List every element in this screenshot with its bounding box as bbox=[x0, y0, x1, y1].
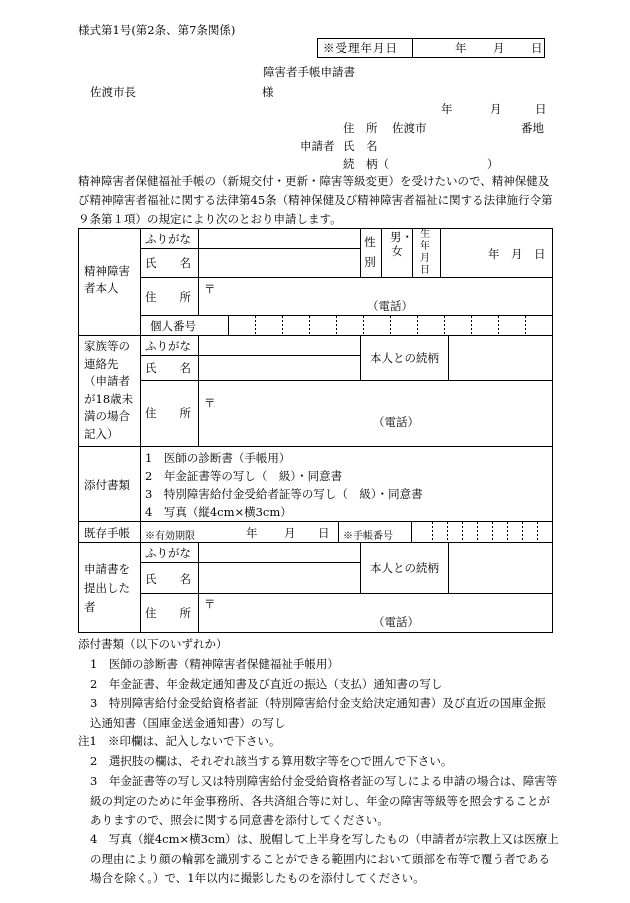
family-phone-label: （電話） bbox=[373, 415, 419, 429]
date-day: 日 bbox=[535, 102, 547, 116]
note-item: 4 写真（縦4cm×横3cm）は、脱帽して上半身を写したもの（申請者が宗教上又は医療上の理由により顔の輪郭を識別することができる範囲内において頭部を布等で覆う者である場合を除く。）で、1年以内に撮影したものを添付してください。 bbox=[90, 832, 559, 885]
existing-section-label: 既存手帳 bbox=[84, 526, 130, 540]
existing-day: 日 bbox=[318, 526, 330, 540]
existing-year: 年 bbox=[246, 526, 258, 540]
receipt-date-label: ※受理年月日 bbox=[318, 39, 413, 57]
applicant-label: 申請者 bbox=[300, 139, 335, 153]
submitter-furigana-label: ふりがな bbox=[145, 546, 191, 560]
attachments-note-heading: 添付書類（以下のいずれか） bbox=[78, 637, 228, 651]
person-section-label: 精神障害者本人 bbox=[84, 264, 130, 295]
person-postal-mark: 〒 bbox=[204, 282, 216, 296]
family-postal-mark: 〒 bbox=[204, 396, 216, 410]
person-furigana-label: ふりがな bbox=[145, 232, 191, 246]
page-title: 障害者手帳申請書 bbox=[263, 65, 355, 79]
applicant-name-label: 氏 名 bbox=[343, 139, 378, 153]
family-section-label: 家族等の連絡先（申請者が18歳未満の場合記入） bbox=[84, 339, 134, 441]
existing-validity-label: ※有効期限 bbox=[145, 531, 195, 542]
attachments-note-item: 1 医師の診断書（精神障害者保健福祉手帳用） bbox=[90, 657, 339, 671]
person-address-label: 住 所 bbox=[145, 290, 191, 304]
family-furigana-label: ふりがな bbox=[145, 339, 191, 353]
attachments-section-label: 添付書類 bbox=[84, 478, 130, 492]
applicant-address-value: 佐渡市 bbox=[392, 121, 427, 135]
submitter-relation-label: 本人との続柄 bbox=[370, 561, 439, 575]
applicant-address-label: 住 所 bbox=[343, 121, 378, 135]
person-dob-label: 生年月日 bbox=[420, 229, 430, 276]
receipt-month: 月 bbox=[493, 41, 505, 55]
submitter-phone-label: （電話） bbox=[373, 615, 419, 629]
intro-paragraph: 精神障害者保健福祉手帳の（新規交付・更新・障害等級変更）を受けたいので、精神保健及び精神障害者福祉に関する法律第45条（精神保健及び精神障害者福祉に関する法律施行令第９条第１項）の規定により次のとおり申請します。 bbox=[78, 174, 553, 226]
person-name-label: 氏 名 bbox=[145, 256, 191, 270]
attachment-item: 3 特別障害給付金受給者証等の写し（ 級）・同意書 bbox=[145, 487, 423, 501]
attachments-note-item: 3 特別障害給付金受給資格者証（特別障害給付金支給決定通知書）及び直近の国庫金振込通知書（国庫金送金通知書）の写し bbox=[90, 696, 546, 730]
submitter-section-label: 申請書を提出した者 bbox=[84, 562, 130, 614]
applicant-relation-close: ） bbox=[487, 157, 499, 171]
person-phone-label: （電話） bbox=[367, 299, 413, 313]
addressee-suffix: 様 bbox=[262, 85, 274, 99]
note-item: 2 選択肢の欄は、それぞれ該当する算用数字等を○で囲んで下さい。 bbox=[90, 754, 453, 768]
note-item: 3 年金証書等の写し又は特別障害給付金受給資格者証の写しによる申請の場合は、障害等級の判定のために年金事務所、各共済組合等に対し、年金の障害等級等を照会することがありますので、照会に関する同意書を添付してください。 bbox=[90, 774, 558, 827]
applicant-relation-label: 続 柄（ bbox=[343, 157, 389, 171]
attachments-note-item: 2 年金証書、年金裁定通知書及び直近の振込（支払）通知書の写し bbox=[90, 677, 443, 691]
person-sex-options: 男・女 bbox=[390, 230, 413, 258]
submitter-name-label: 氏 名 bbox=[145, 572, 191, 586]
attachment-item: 2 年金証書等の写し（ 級）・同意書 bbox=[145, 469, 343, 483]
note-item: ※印欄は、記入しないで下さい。 bbox=[108, 734, 281, 748]
attachment-item: 1 医師の診断書（手帳用） bbox=[145, 451, 291, 465]
date-month: 月 bbox=[490, 102, 502, 116]
applicant-address-suffix: 番地 bbox=[521, 121, 544, 135]
submitter-postal-mark: 〒 bbox=[204, 597, 216, 611]
attachment-item: 4 写真（縦4cm×横3cm） bbox=[145, 505, 292, 519]
existing-month: 月 bbox=[284, 526, 296, 540]
person-dob-month: 月 bbox=[511, 247, 523, 261]
submitter-address-label: 住 所 bbox=[145, 606, 191, 620]
date-year: 年 bbox=[441, 102, 453, 116]
family-relation-label: 本人との続柄 bbox=[370, 351, 439, 365]
person-personal-number-label: 個人番号 bbox=[150, 319, 196, 333]
family-address-label: 住 所 bbox=[145, 406, 191, 420]
receipt-year: 年 bbox=[455, 41, 467, 55]
notes-heading: 注1 bbox=[78, 734, 97, 748]
person-sex-label: 性別 bbox=[364, 235, 376, 269]
addressee-name: 佐渡市長 bbox=[90, 85, 136, 99]
family-name-label: 氏 名 bbox=[145, 361, 191, 375]
existing-number-label: ※手帳番号 bbox=[343, 531, 393, 542]
receipt-day: 日 bbox=[531, 41, 543, 55]
person-dob-day: 日 bbox=[534, 247, 546, 261]
person-dob-year: 年 bbox=[488, 247, 500, 261]
form-number: 様式第1号(第2条、第7条関係) bbox=[78, 23, 236, 37]
